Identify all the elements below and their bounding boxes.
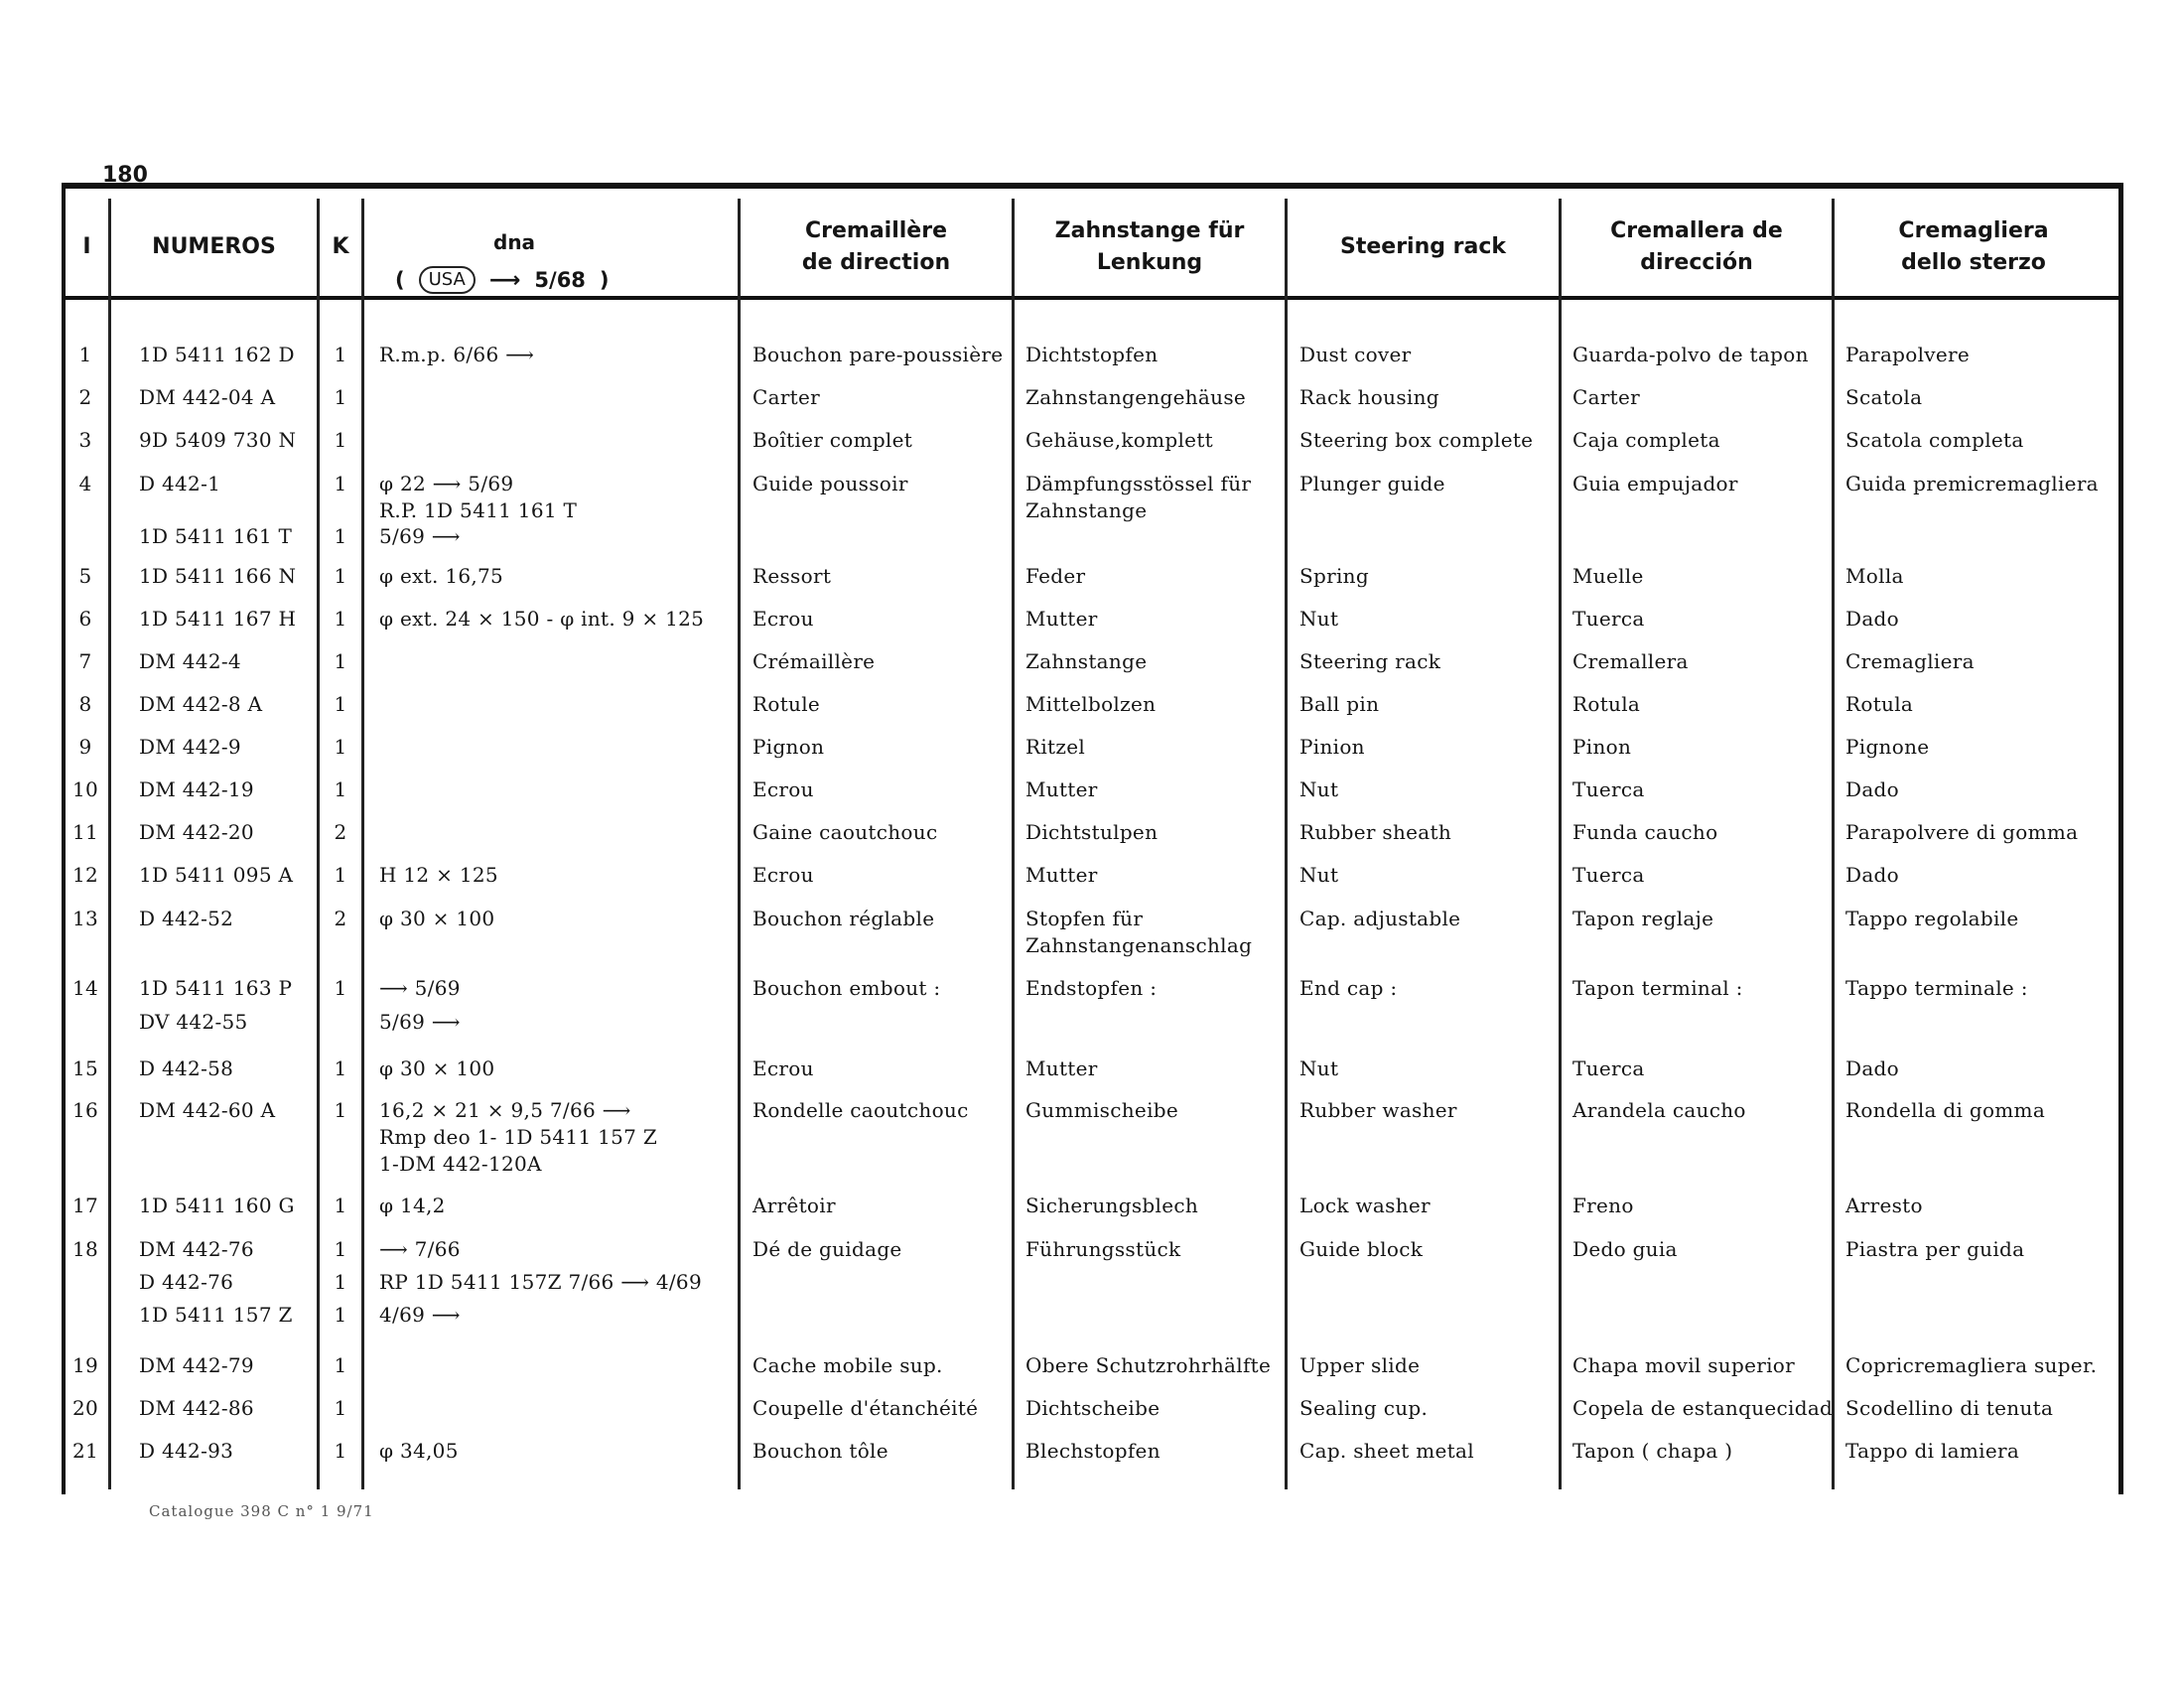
row-16-en: Rubber washer <box>1299 1098 1457 1122</box>
row-1-it: Parapolvere <box>1845 343 1971 366</box>
column-divider <box>1285 199 1288 1489</box>
row-7-es: Cremallera <box>1572 649 1689 673</box>
row-14-k: 1 <box>334 976 347 1000</box>
column-divider <box>108 199 111 1489</box>
row-7-it: Cremagliera <box>1845 649 1975 673</box>
row-20-en: Sealing cup. <box>1299 1396 1429 1420</box>
row-18-idx: 18 <box>71 1237 99 1261</box>
row-18-de: Führungsstück <box>1025 1237 1181 1261</box>
row-4-parts: D 442-1 <box>139 472 221 495</box>
row-14-en: End cap : <box>1299 976 1398 1000</box>
row-5-es: Muelle <box>1572 564 1644 588</box>
row-15-parts: D 442-58 <box>139 1056 234 1080</box>
row-13-idx: 13 <box>71 907 99 930</box>
catalogue-footer: Catalogue 398 C n° 1 9/71 <box>149 1502 374 1520</box>
row-18-en: Guide block <box>1299 1237 1424 1261</box>
row-8-de: Mittelbolzen <box>1025 692 1157 716</box>
row-14-de: Endstopfen : <box>1025 976 1158 1000</box>
row-2-fr: Carter <box>752 385 821 409</box>
row-18-fr: Dé de guidage <box>752 1237 902 1261</box>
row-4-remarks: 5/69 ⟶ <box>379 524 461 548</box>
row-18-es: Dedo guia <box>1572 1237 1678 1261</box>
row-2-k: 1 <box>334 385 347 409</box>
row-6-es: Tuerca <box>1572 607 1645 631</box>
column-divider <box>1012 199 1015 1489</box>
row-18-parts: D 442-76 <box>139 1270 234 1294</box>
row-14-idx: 14 <box>71 976 99 1000</box>
row-16-remarks: Rmp deo 1- 1D 5411 157 Z <box>379 1125 658 1149</box>
row-21-k: 1 <box>334 1439 347 1463</box>
header-k: K <box>332 234 349 259</box>
row-14-it: Tappo terminale : <box>1845 976 2028 1000</box>
column-divider <box>1559 199 1562 1489</box>
row-6-it: Dado <box>1845 607 1900 631</box>
row-10-es: Tuerca <box>1572 777 1645 801</box>
usa-badge: USA <box>419 266 476 294</box>
row-16-es: Arandela caucho <box>1572 1098 1746 1122</box>
row-7-parts: DM 442-4 <box>139 649 241 673</box>
row-4-fr: Guide poussoir <box>752 472 908 495</box>
row-20-it: Scodellino di tenuta <box>1845 1396 2054 1420</box>
header-index: I <box>82 234 91 259</box>
header-french: Cremaillère de direction <box>801 218 951 275</box>
row-10-en: Nut <box>1299 777 1339 801</box>
row-12-en: Nut <box>1299 863 1339 887</box>
row-13-k: 2 <box>334 907 347 930</box>
row-9-de: Ritzel <box>1025 735 1086 759</box>
row-17-de: Sicherungsblech <box>1025 1194 1199 1217</box>
row-6-de: Mutter <box>1025 607 1098 631</box>
row-1-k: 1 <box>334 343 347 366</box>
row-16-remarks: 1-DM 442-120A <box>379 1152 542 1176</box>
row-10-idx: 10 <box>71 777 99 801</box>
row-6-k: 1 <box>334 607 347 631</box>
page-number: 180 <box>102 163 148 188</box>
row-8-en: Ball pin <box>1299 692 1380 716</box>
row-14-es: Tapon terminal : <box>1572 976 1743 1000</box>
dna-date: 5/68 <box>534 268 586 292</box>
row-13-de: Stopfen für <box>1025 907 1144 930</box>
row-7-k: 1 <box>334 649 347 673</box>
row-3-k: 1 <box>334 428 347 452</box>
row-12-idx: 12 <box>71 863 99 887</box>
dna-close-paren: ) <box>599 268 610 292</box>
row-8-fr: Rotule <box>752 692 821 716</box>
row-9-fr: Pignon <box>752 735 825 759</box>
row-5-de: Feder <box>1025 564 1086 588</box>
row-4-it: Guida premicremagliera <box>1845 472 2099 495</box>
row-3-fr: Boîtier complet <box>752 428 913 452</box>
row-2-de: Zahnstangengehäuse <box>1025 385 1247 409</box>
row-21-en: Cap. sheet metal <box>1299 1439 1474 1463</box>
row-19-parts: DM 442-79 <box>139 1353 254 1377</box>
row-1-de: Dichtstopfen <box>1025 343 1159 366</box>
row-18-k: 1 <box>334 1270 347 1294</box>
row-11-it: Parapolvere di gomma <box>1845 820 2079 844</box>
row-9-en: Pinion <box>1299 735 1365 759</box>
row-16-k: 1 <box>334 1098 347 1122</box>
row-18-remarks: 4/69 ⟶ <box>379 1303 461 1327</box>
row-18-k: 1 <box>334 1303 347 1327</box>
row-10-de: Mutter <box>1025 777 1098 801</box>
row-10-it: Dado <box>1845 777 1900 801</box>
header-numbers: NUMEROS <box>152 234 276 259</box>
row-7-fr: Crémaillère <box>752 649 876 673</box>
row-3-de: Gehäuse,komplett <box>1025 428 1213 452</box>
row-14-remarks: ⟶ 5/69 <box>379 976 461 1000</box>
row-3-en: Steering box complete <box>1299 428 1534 452</box>
header-spanish: Cremallera de dirección <box>1610 218 1783 275</box>
row-6-remarks: φ ext. 24 × 150 - φ int. 9 × 125 <box>379 607 705 631</box>
row-21-fr: Bouchon tôle <box>752 1439 888 1463</box>
row-2-es: Carter <box>1572 385 1641 409</box>
row-4-es: Guia empujador <box>1572 472 1738 495</box>
row-19-de: Obere Schutzrohrhälfte <box>1025 1353 1272 1377</box>
row-11-en: Rubber sheath <box>1299 820 1452 844</box>
row-18-parts: DM 442-76 <box>139 1237 254 1261</box>
row-13-remarks: φ 30 × 100 <box>379 907 495 930</box>
row-18-it: Piastra per guida <box>1845 1237 2025 1261</box>
row-1-es: Guarda-polvo de tapon <box>1572 343 1809 366</box>
row-16-idx: 16 <box>71 1098 99 1122</box>
row-8-it: Rotula <box>1845 692 1914 716</box>
row-12-de: Mutter <box>1025 863 1098 887</box>
row-11-fr: Gaine caoutchouc <box>752 820 938 844</box>
row-19-idx: 19 <box>71 1353 99 1377</box>
row-17-es: Freno <box>1572 1194 1634 1217</box>
row-15-remarks: φ 30 × 100 <box>379 1056 495 1080</box>
row-13-it: Tappo regolabile <box>1845 907 2019 930</box>
row-4-remarks: φ 22 ⟶ 5/69 <box>379 472 514 495</box>
arrow-icon: ⟶ <box>488 267 521 293</box>
row-1-idx: 1 <box>78 343 92 366</box>
row-12-remarks: H 12 × 125 <box>379 863 498 887</box>
row-21-parts: D 442-93 <box>139 1439 234 1463</box>
row-18-remarks: ⟶ 7/66 <box>379 1237 461 1261</box>
row-8-es: Rotula <box>1572 692 1641 716</box>
row-15-idx: 15 <box>71 1056 99 1080</box>
row-6-en: Nut <box>1299 607 1339 631</box>
row-19-k: 1 <box>334 1353 347 1377</box>
row-15-de: Mutter <box>1025 1056 1098 1080</box>
header-german: Zahnstange für Lenkung <box>1054 218 1245 275</box>
row-5-remarks: φ ext. 16,75 <box>379 564 504 588</box>
row-16-remarks: 16,2 × 21 × 9,5 7/66 ⟶ <box>379 1098 631 1122</box>
row-15-it: Dado <box>1845 1056 1900 1080</box>
header-divider <box>62 296 2119 300</box>
row-13-fr: Bouchon réglable <box>752 907 935 930</box>
row-20-parts: DM 442-86 <box>139 1396 254 1420</box>
row-12-it: Dado <box>1845 863 1900 887</box>
row-16-parts: DM 442-60 A <box>139 1098 276 1122</box>
row-11-es: Funda caucho <box>1572 820 1718 844</box>
column-divider <box>738 199 741 1489</box>
row-17-en: Lock washer <box>1299 1194 1431 1217</box>
row-3-it: Scatola completa <box>1845 428 2024 452</box>
row-4-de: Zahnstange <box>1025 498 1148 522</box>
row-18-parts: 1D 5411 157 Z <box>139 1303 293 1327</box>
row-11-de: Dichtstulpen <box>1025 820 1159 844</box>
row-5-idx: 5 <box>78 564 92 588</box>
row-17-remarks: φ 14,2 <box>379 1194 446 1217</box>
row-15-es: Tuerca <box>1572 1056 1645 1080</box>
row-21-idx: 21 <box>71 1439 99 1463</box>
row-5-parts: 1D 5411 166 N <box>139 564 297 588</box>
row-20-fr: Coupelle d'étanchéité <box>752 1396 979 1420</box>
row-8-parts: DM 442-8 A <box>139 692 263 716</box>
column-divider <box>317 199 320 1489</box>
row-17-it: Arresto <box>1845 1194 1923 1217</box>
column-divider <box>1832 199 1835 1489</box>
row-20-idx: 20 <box>71 1396 99 1420</box>
row-19-fr: Cache mobile sup. <box>752 1353 943 1377</box>
row-18-remarks: RP 1D 5411 157Z 7/66 ⟶ 4/69 <box>379 1270 702 1294</box>
row-2-en: Rack housing <box>1299 385 1439 409</box>
row-17-k: 1 <box>334 1194 347 1217</box>
row-5-it: Molla <box>1845 564 1904 588</box>
row-7-de: Zahnstange <box>1025 649 1148 673</box>
dna-open-paren: ( <box>395 268 405 292</box>
row-17-parts: 1D 5411 160 G <box>139 1194 295 1217</box>
row-13-de: Zahnstangenanschlag <box>1025 933 1253 957</box>
row-5-k: 1 <box>334 564 347 588</box>
row-15-fr: Ecrou <box>752 1056 814 1080</box>
row-8-idx: 8 <box>78 692 92 716</box>
row-14-parts: DV 442-55 <box>139 1010 248 1034</box>
row-12-es: Tuerca <box>1572 863 1645 887</box>
row-19-en: Upper slide <box>1299 1353 1421 1377</box>
row-4-de: Dämpfungsstössel für <box>1025 472 1252 495</box>
row-1-parts: 1D 5411 162 D <box>139 343 295 366</box>
row-3-parts: 9D 5409 730 N <box>139 428 297 452</box>
row-7-idx: 7 <box>78 649 92 673</box>
row-3-es: Caja completa <box>1572 428 1720 452</box>
row-4-remarks: R.P. 1D 5411 161 T <box>379 498 578 522</box>
row-16-it: Rondella di gomma <box>1845 1098 2046 1122</box>
row-15-k: 1 <box>334 1056 347 1080</box>
row-4-parts: 1D 5411 161 T <box>139 524 293 548</box>
row-18-k: 1 <box>334 1237 347 1261</box>
row-6-parts: 1D 5411 167 H <box>139 607 297 631</box>
row-15-en: Nut <box>1299 1056 1339 1080</box>
row-13-parts: D 442-52 <box>139 907 234 930</box>
row-10-fr: Ecrou <box>752 777 814 801</box>
row-5-fr: Ressort <box>752 564 832 588</box>
row-6-fr: Ecrou <box>752 607 814 631</box>
header-dna-label: dna <box>493 230 536 254</box>
row-12-parts: 1D 5411 095 A <box>139 863 294 887</box>
row-14-parts: 1D 5411 163 P <box>139 976 293 1000</box>
row-19-it: Copricremagliera super. <box>1845 1353 2098 1377</box>
row-9-es: Pinon <box>1572 735 1632 759</box>
row-7-en: Steering rack <box>1299 649 1441 673</box>
row-13-en: Cap. adjustable <box>1299 907 1461 930</box>
row-21-es: Tapon ( chapa ) <box>1572 1439 1733 1463</box>
row-10-k: 1 <box>334 777 347 801</box>
row-9-k: 1 <box>334 735 347 759</box>
row-8-k: 1 <box>334 692 347 716</box>
row-2-idx: 2 <box>78 385 92 409</box>
row-9-parts: DM 442-9 <box>139 735 241 759</box>
row-20-es: Copela de estanquecidad <box>1572 1396 1834 1420</box>
row-14-remarks: 5/69 ⟶ <box>379 1010 461 1034</box>
row-11-idx: 11 <box>71 820 99 844</box>
row-4-en: Plunger guide <box>1299 472 1445 495</box>
header-dna-range <box>395 266 610 294</box>
row-16-fr: Rondelle caoutchouc <box>752 1098 969 1122</box>
header-italian: Cremagliera dello sterzo <box>1898 218 2049 275</box>
row-20-de: Dichtscheibe <box>1025 1396 1160 1420</box>
row-11-k: 2 <box>334 820 347 844</box>
row-6-idx: 6 <box>78 607 92 631</box>
row-2-it: Scatola <box>1845 385 1923 409</box>
column-divider <box>361 199 364 1489</box>
row-12-fr: Ecrou <box>752 863 814 887</box>
row-21-de: Blechstopfen <box>1025 1439 1160 1463</box>
row-14-fr: Bouchon embout : <box>752 976 941 1000</box>
row-9-it: Pignone <box>1845 735 1930 759</box>
row-4-k: 1 <box>334 524 347 548</box>
row-10-parts: DM 442-19 <box>139 777 254 801</box>
row-2-parts: DM 442-04 A <box>139 385 276 409</box>
row-16-de: Gummischeibe <box>1025 1098 1179 1122</box>
row-3-idx: 3 <box>78 428 92 452</box>
row-12-k: 1 <box>334 863 347 887</box>
row-1-fr: Bouchon pare-poussière <box>752 343 1004 366</box>
row-4-k: 1 <box>334 472 347 495</box>
row-17-idx: 17 <box>71 1194 99 1217</box>
row-17-fr: Arrêtoir <box>752 1194 836 1217</box>
row-1-remarks: R.m.p. 6/66 ⟶ <box>379 343 535 366</box>
row-4-idx: 4 <box>78 472 92 495</box>
row-9-idx: 9 <box>78 735 92 759</box>
row-11-parts: DM 442-20 <box>139 820 254 844</box>
row-20-k: 1 <box>334 1396 347 1420</box>
row-21-remarks: φ 34,05 <box>379 1439 459 1463</box>
row-21-it: Tappo di lamiera <box>1845 1439 2020 1463</box>
row-1-en: Dust cover <box>1299 343 1412 366</box>
row-13-es: Tapon reglaje <box>1572 907 1714 930</box>
header-english: Steering rack <box>1339 234 1507 259</box>
row-5-en: Spring <box>1299 564 1369 588</box>
row-19-es: Chapa movil superior <box>1572 1353 1795 1377</box>
